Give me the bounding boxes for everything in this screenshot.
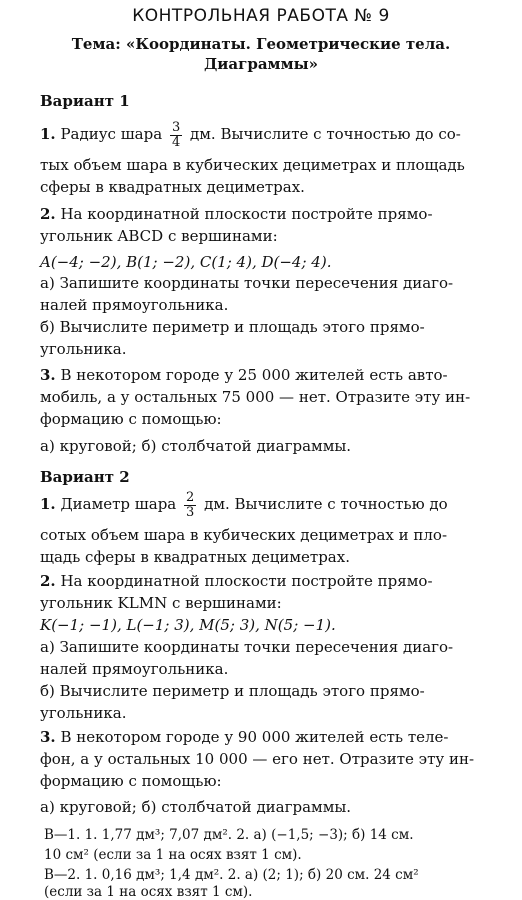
fraction-numerator: 3 <box>171 119 181 135</box>
v1-task2-text: На координатной плоскости постройте прямо- <box>60 205 433 223</box>
v1-task2-number: 2. <box>40 205 56 223</box>
v1-task1-line2: тых объем шара в кубических дециметрах и площадь <box>40 156 465 174</box>
answers-v1-line1: В—1. 1. 1,77 дм³; 7,07 дм². 2. а) (−1,5; −3); б) 14 см. <box>44 827 414 843</box>
v1-task3-number: 3. <box>40 366 56 384</box>
v1-task1-text-pre: Радиус шара <box>60 125 163 143</box>
answers-v1-line2: 10 см² (если за 1 на осях взят 1 см). <box>44 847 302 863</box>
variant-2-heading: Вариант 2 <box>40 468 130 486</box>
fraction-denominator: 3 <box>186 504 195 520</box>
v1-task3-text: В некотором городе у 25 000 жителей есть авто- <box>60 366 448 384</box>
v1-task2a-line2: налей прямоугольника. <box>40 296 229 314</box>
v2-task1-text-pre: Диаметр шара <box>60 495 177 513</box>
v1-radius-fraction <box>170 121 182 150</box>
v2-task2a-line1: а) Запишите координаты точки пересечения диаго- <box>40 638 454 656</box>
v2-task3-number: 3. <box>40 728 56 746</box>
v2-task2-text: На координатной плоскости постройте прямо- <box>60 572 433 590</box>
v2-task3-line2: фон, а у остальных 10 000 — его нет. Отразите эту ин- <box>40 750 475 768</box>
v2-task2-number: 2. <box>40 572 56 590</box>
v1-task1-text-post: дм. Вычислите с точностью до со- <box>190 125 461 143</box>
topic-line-2: Диаграммы» <box>203 55 319 73</box>
v2-task3-line1 <box>40 728 448 746</box>
v2-task2b-line1: б) Вычислите периметр и площадь этого прямо- <box>40 682 425 700</box>
v2-task1-number: 1. <box>40 495 56 513</box>
v1-task1-line1 <box>40 120 461 150</box>
v2-task2-line1 <box>40 572 433 590</box>
v2-task1-line1 <box>40 490 448 520</box>
v1-task3-line2: мобиль, а у остальных 75 000 — нет. Отразите эту ин- <box>40 388 471 406</box>
fraction-denominator: 4 <box>171 134 181 150</box>
v1-task3-line3: формацию с помощью: <box>40 410 222 428</box>
v1-task1-line3: сферы в квадратных дециметрах. <box>40 178 305 196</box>
v1-task2-line1 <box>40 205 433 223</box>
v2-task2a-line2: налей прямоугольника. <box>40 660 229 678</box>
v1-task2b-line1: б) Вычислите периметр и площадь этого прямо- <box>40 318 425 336</box>
v1-task1-number: 1. <box>40 125 56 143</box>
v2-task1-line2: сотых объем шара в кубических дециметрах и пло- <box>40 526 448 544</box>
topic-subtitle <box>0 34 522 74</box>
answers-v2-line1: В—2. 1. 0,16 дм³; 1,4 дм². 2. а) (2; 1); б) 20 см. 24 см² <box>44 867 419 883</box>
v2-diameter-fraction <box>184 491 196 520</box>
v2-task3-line3: формацию с помощью: <box>40 772 222 790</box>
v1-task3-line1 <box>40 366 448 384</box>
v1-task2a-line1: а) Запишите координаты точки пересечения диаго- <box>40 274 454 292</box>
page-title: КОНТРОЛЬНАЯ РАБОТА № 9 <box>132 6 390 26</box>
v1-task2-line2: угольник ABCD с вершинами: <box>40 227 278 245</box>
v2-task3-text: В некотором городе у 90 000 жителей есть теле- <box>60 728 449 746</box>
v1-task2b-line2: угольника. <box>40 340 127 358</box>
v2-task2-line2: угольник KLMN с вершинами: <box>40 594 282 612</box>
answers-v2-line2: (если за 1 на осях взят 1 см). <box>44 884 253 900</box>
variant-1-heading: Вариант 1 <box>40 92 130 110</box>
v1-task2-vertices: A(−4; −2), B(1; −2), C(1; 4), D(−4; 4). <box>40 253 332 271</box>
fraction-numerator: 2 <box>186 489 195 505</box>
v2-task1-line3: щадь сферы в квадратных дециметрах. <box>40 548 350 566</box>
v2-task2-vertices: K(−1; −1), L(−1; 3), M(5; 3), N(5; −1). <box>40 616 336 634</box>
v2-task3-line4: а) круговой; б) столбчатой диаграммы. <box>40 798 352 816</box>
topic-line-1: Тема: «Координаты. Геометрические тела. <box>71 35 451 53</box>
v2-task2b-line2: угольника. <box>40 704 127 722</box>
v1-task3-line4: а) круговой; б) столбчатой диаграммы. <box>40 437 352 455</box>
v2-task1-text-post: дм. Вычислите с точностью до <box>204 495 448 513</box>
